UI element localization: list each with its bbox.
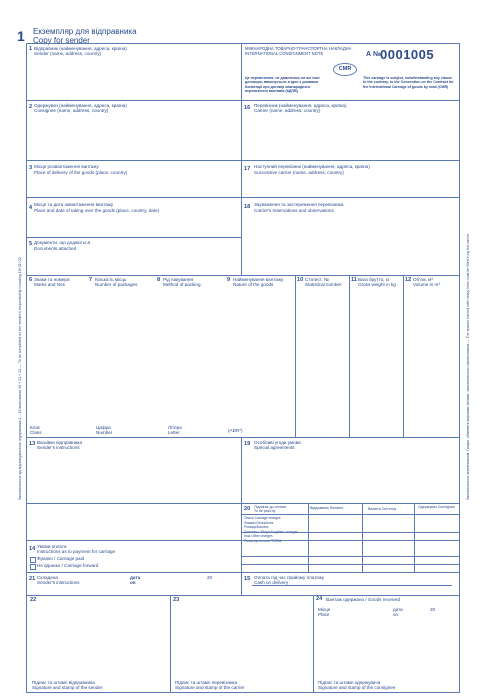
- reservations-input[interactable]: [245, 215, 455, 273]
- taking-over-input[interactable]: [30, 215, 236, 235]
- field-24-year: 20: [430, 607, 436, 612]
- cmr-number-label: А №: [366, 51, 381, 58]
- field-6-label-en: Marks and Nos: [34, 282, 65, 287]
- field-22-sign-ua: Підпис та штамп відправника: [32, 680, 95, 685]
- field-8-number: 8: [157, 277, 161, 283]
- field-4-label-en: Place and date of taking over the goods (place, country, date): [34, 208, 160, 213]
- field-6-label-ua: Знаки та номери: [34, 277, 70, 282]
- field-14-label-ua: Умови оплати: [37, 544, 67, 549]
- field-8-label-ua: Рід пакування: [163, 277, 193, 282]
- field-24-date-en: on: [393, 612, 399, 617]
- field-15-number: 15: [244, 576, 251, 582]
- documents-input[interactable]: [30, 253, 236, 273]
- sender-instructions-input[interactable]: [30, 452, 236, 500]
- field-16-label-ua: Перевізник (найменування, адреса, країна): [254, 103, 347, 108]
- field-15-label-en: Cash on delivery: [254, 580, 289, 585]
- adr-number-en: Number: [96, 430, 113, 435]
- field-16-number: 16: [244, 105, 251, 111]
- field-24-sign-en: Signature and stamp of the consignee: [318, 685, 396, 690]
- field-5-label-en: Documents attached: [34, 246, 77, 251]
- cmr-note-ua: МІЖНАРОДНА ТОВАРНО-ТРАНСПОРТНА НАКЛАДНА: [245, 46, 352, 51]
- field-20-col-currency: Валюта Currency: [368, 507, 397, 511]
- field-20-row-carriage: Плата Carriage charges: [244, 516, 281, 520]
- field-17-label-ua: Наступний перевізник (найменування, адреса, країна): [254, 164, 370, 169]
- carrier-input[interactable]: [245, 115, 455, 157]
- copy-title-en: Copy for sender: [33, 36, 90, 45]
- field-7-label-en: Number of packages: [95, 282, 138, 287]
- field-20-row-supplements: Доплати / Збори Supplem. charges: [244, 529, 299, 534]
- field-9-label-ua: Найменування вантажу: [233, 277, 284, 282]
- field-1-number: 1: [29, 46, 33, 52]
- field-21-number: 21: [29, 576, 36, 582]
- field-5-label-ua: Документи, що додаються: [34, 240, 91, 245]
- field-10-label-en: Statistical number: [305, 282, 342, 287]
- sender-input[interactable]: [30, 58, 236, 98]
- field-12-number: 12: [405, 277, 412, 283]
- field-3-label-ua: Місце розвантаження вантажу: [34, 164, 99, 169]
- field-3-number: 3: [29, 165, 33, 171]
- field-16-label-en: Carrier (name, address, country): [254, 108, 321, 113]
- field-20-col-consignee: Одержувач Consignee: [418, 505, 455, 509]
- field-17-label-en: Successive carrier (name, address, country): [254, 170, 344, 175]
- field-6-number: 6: [29, 277, 33, 283]
- cmr-left-text: Це перевезення, не дивлячись на всі інші договори, виконується згідно з умовами Конвенції про договір міжнародного перевезення вантажів (КДПВ): [245, 76, 320, 94]
- field-24-date-ua: дата: [393, 607, 403, 612]
- field-24-sign-ua: Підпис та штамп одержувача: [318, 680, 381, 685]
- copy-title-ua: Екземпляр для відправника: [33, 27, 137, 36]
- field-22-sign-en: Signature and stamp of the sender: [32, 685, 103, 690]
- field-21-label-en: Sender's instructions: [37, 580, 80, 585]
- field-22-number: 22: [30, 597, 37, 603]
- delivery-place-input[interactable]: [30, 177, 236, 195]
- side-text-left: Заповнюється під відповідальність відправника 1 – 15 включаючи 19 + 21 + 22 — To be completed on the sender's responsibility including 19+21+22: [18, 257, 22, 500]
- carriage-paid-label: Франко / Carriage paid: [37, 556, 85, 561]
- field-7-number: 7: [89, 277, 93, 283]
- cmr-badge: CMR: [333, 63, 357, 76]
- field-18-number: 18: [244, 204, 251, 210]
- field-24-label: Вантаж одержано / Goods received: [326, 597, 401, 602]
- field-11-label-ua: Вага брутто, кг: [358, 277, 390, 282]
- field-19-label-ua: Особливі угоди умови: [254, 440, 301, 445]
- sender-signature-area[interactable]: [30, 606, 166, 678]
- successive-carrier-input[interactable]: [245, 177, 455, 195]
- field-2-label-en: Consignee (name, address, country): [34, 108, 109, 113]
- field-23-sign-en: Signature and stamp of the carrier: [175, 685, 245, 690]
- cmr-right-text: This carriage is subject, notwithstanding any clause to the contrary, to the Convention on the Contract for the international Carriage of goods by road (CMR): [363, 76, 454, 89]
- goods-table-input[interactable]: [30, 292, 455, 424]
- carrier-signature-area[interactable]: [173, 606, 309, 678]
- field-10-number: 10: [297, 277, 304, 283]
- field-14-label-en: Instructions as to payment for carriage: [37, 549, 116, 554]
- field-8-label-en: Method of packing: [163, 282, 201, 287]
- field-20-row-deductions: Знижки Deductions: [244, 520, 274, 525]
- adr-label: (ADR*): [228, 428, 243, 433]
- carriage-paid-checkbox[interactable]: [30, 557, 36, 563]
- special-agreements-input[interactable]: [245, 452, 455, 500]
- field-4-label-ua: Місце та дата завантаження вантажу: [34, 202, 114, 207]
- field-19-number: 19: [244, 441, 251, 447]
- carriage-forward-label: Не франко / Carriage forward: [37, 563, 99, 568]
- adr-letter-ua: Літера: [168, 425, 182, 430]
- field-13-label-en: Sender's instructions: [37, 445, 80, 450]
- field-20-label-en: To be paid by: [254, 509, 276, 513]
- field-9-label-en: Nature of the goods: [233, 282, 274, 287]
- side-text-right: Заповнюється перевізником. Графи, обмежені жирними лініями, заповнюються перевізником — The spaces framed with heavy lines must be filled in by the carrier: [466, 233, 470, 500]
- field-20-row-balance: Різниця/Баланс: [244, 525, 269, 530]
- field-11-number: 11: [351, 277, 357, 283]
- field-20-label-ua: Підлягає до оплати: [254, 505, 287, 509]
- field-20-row-other: Інші Other charges: [244, 534, 273, 539]
- field-21-date-ua: дата: [130, 575, 141, 580]
- field-1-label-en: Sender (name, address, country): [34, 51, 102, 56]
- field-12-label-ua: Об'єм, м³: [413, 277, 433, 282]
- field-2-label-ua: Одержувач (найменування, адреса, країна): [34, 103, 127, 108]
- adr-class-en: Class: [30, 430, 42, 435]
- field-4-number: 4: [29, 205, 33, 211]
- cmr-note-en: INTERNATIONAL CONSIGNMENT NOTE: [245, 51, 324, 56]
- adr-letter-en: Letter: [168, 430, 180, 435]
- field-1-label-ua: Відправник (найменування, адреса, країна): [34, 46, 127, 51]
- consignee-input[interactable]: [30, 115, 236, 157]
- field-7-label-ua: Кількість місць: [95, 277, 127, 282]
- field-2-number: 2: [29, 104, 33, 110]
- adr-class-ua: Клас: [30, 425, 41, 430]
- field-20-col-sender: Відправник Senders: [310, 506, 344, 510]
- field-11-label-en: Gross weight in kg: [358, 282, 396, 287]
- field-21-label-ua: Складена: [37, 575, 58, 580]
- field-23-number: 23: [173, 597, 180, 603]
- field-10-label-ua: Статист. №: [305, 277, 329, 282]
- field-5-number: 5: [29, 241, 33, 247]
- field-13-label-ua: Вказівки відправника: [37, 440, 83, 445]
- field-20-number: 20: [244, 506, 251, 512]
- field-12-label-en: Volume in m³: [413, 282, 440, 287]
- field-9-number: 9: [227, 277, 231, 283]
- field-21-year: 20: [207, 575, 213, 580]
- consignee-signature-area[interactable]: [317, 620, 455, 678]
- field-23-sign-ua: Підпис та штамп перевізника: [175, 680, 238, 685]
- field-24-place-ua: Місце: [318, 607, 331, 612]
- field-20-row-total: Разом до сплати TOTAL: [244, 538, 282, 543]
- field-13-number: 13: [29, 441, 36, 447]
- field-18-label-ua: Зауваження та застереження перевізника: [254, 202, 344, 207]
- field-15-label-ua: Оплата під час прийому платежу: [254, 575, 325, 580]
- field-21-date-en: on: [130, 580, 136, 585]
- field-14-number: 14: [29, 546, 36, 552]
- field-19-label-en: Special agreements: [254, 445, 295, 450]
- field-17-number: 17: [244, 166, 251, 172]
- field-24-place-en: Place: [318, 612, 330, 617]
- field-18-label-en: Carrier's reservations and observations: [254, 208, 334, 213]
- field-24-number: 24: [316, 596, 323, 602]
- carriage-forward-checkbox[interactable]: [30, 564, 36, 570]
- adr-number-ua: Цифра: [96, 425, 111, 430]
- copy-number: 1: [17, 28, 25, 44]
- field-3-label-en: Place of delivery of the goods (place, country): [34, 170, 128, 175]
- cmr-number: 0001005: [380, 47, 435, 62]
